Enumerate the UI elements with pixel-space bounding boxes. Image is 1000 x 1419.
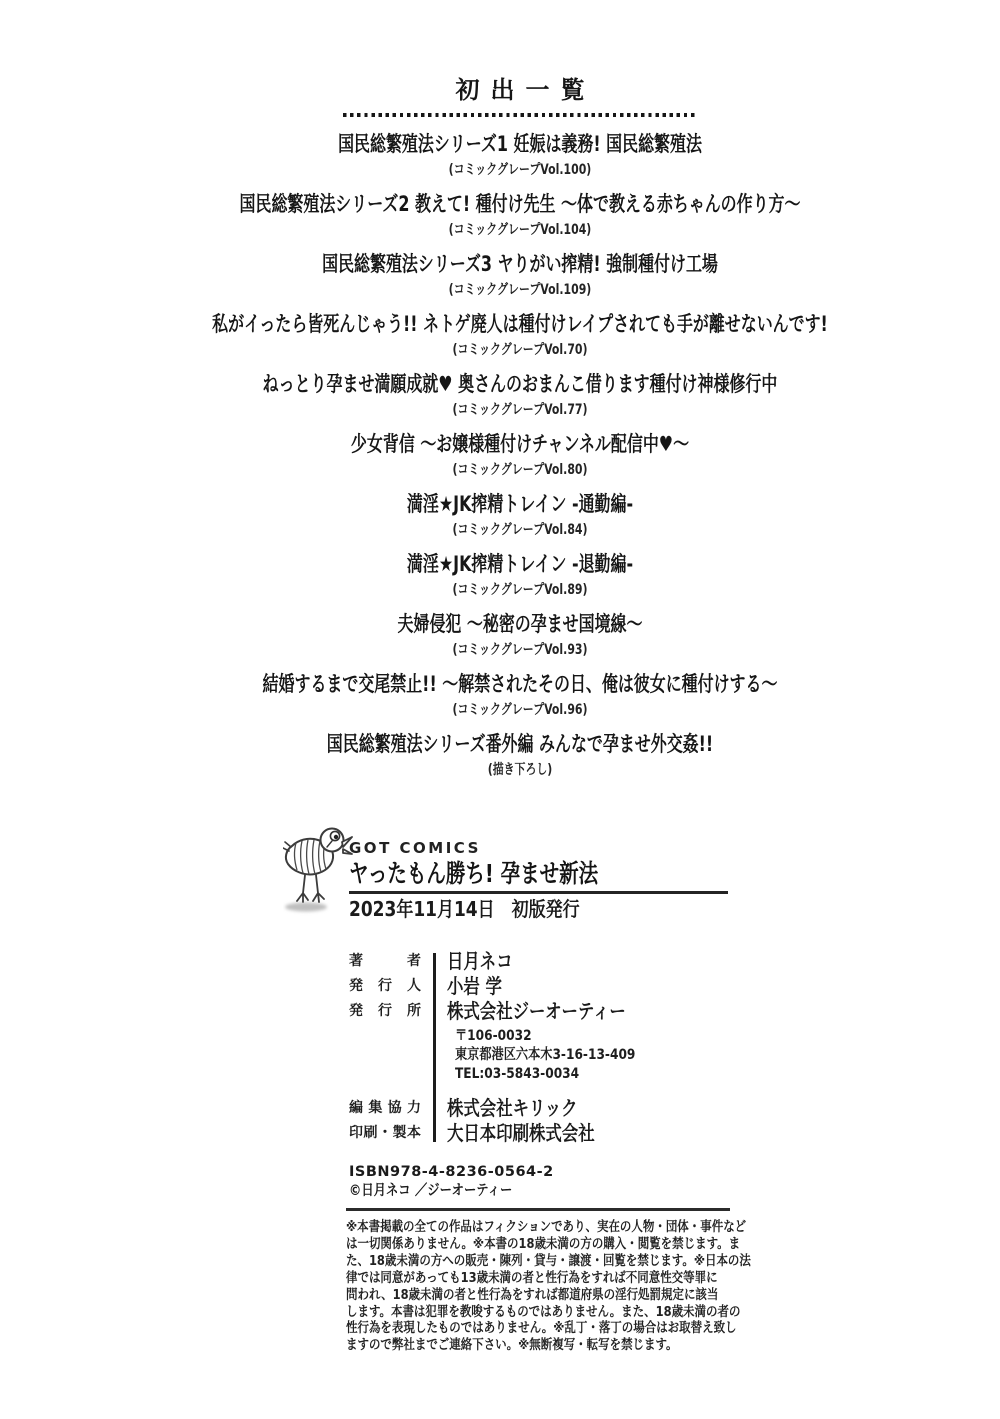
disclaimer-line: ますので弊社までご連絡下さい。※無断複写・転写を禁じます。 [346,1337,678,1354]
credit-label: 編 集 協 力 [349,1100,421,1116]
imprint-brand: GOT COMICS [349,839,481,857]
publication-entry [20,671,1000,719]
edition-date: 2023年11月14日 初版発行 [349,897,580,921]
credit-row-editing [349,1096,763,1121]
disclaimer-line: 律では同意があっても13歳未満の者と性行為をすれば不同意性交等罪に [346,1269,718,1286]
publication-entry [20,311,1000,359]
work-title: 国民総繁殖法シリーズ番外編 みんなで孕ませ外交姦!! [326,732,714,756]
publication-entry [20,431,1000,479]
dotted-divider [343,113,697,117]
colophon-block [283,820,763,1354]
publication-source: (コミックグレープVol.77) [452,402,588,418]
copyright-notice: ©日月ネコ ／ジーオーティー [349,1183,513,1199]
disclaimer-line: します。本書は犯罪を教唆するものではありません。また、18歳未満の者の [346,1303,741,1320]
credit-row-publisher-company [349,999,763,1024]
publication-source: (コミックグレープVol.80) [452,462,588,478]
publication-entry [20,551,1000,599]
publication-entry [20,191,1000,239]
disclaimer-divider [346,1208,730,1211]
publication-entries [20,131,1000,779]
work-title: ねっとり孕ませ満願成就♥ 奥さんのおまんこ借ります種付け神様修行中 [262,372,778,396]
publication-source: (コミックグレープVol.84) [452,522,588,538]
isbn-block [349,1163,763,1201]
disclaimer-line: ※本書掲載の全ての作品はフィクションであり、実在の人物・団体・事件など [346,1219,747,1235]
credit-value: 株式会社キリック [447,1096,578,1120]
disclaimer-line: 性行為を表現したものではありません。※乱丁・落丁の場合はお取替え致し [346,1320,737,1337]
publication-source: (描き下ろし) [487,762,553,778]
phone-number: TEL:03-5843-0034 [455,1066,580,1082]
isbn-number: ISBN978-4-8236-0564-2 [349,1164,554,1180]
publication-source: (コミックグレープVol.104) [448,222,592,238]
work-title: 満淫★JK搾精トレイン -退勤編- [406,552,634,576]
publication-source: (コミックグレープVol.70) [452,342,588,358]
publication-source: (コミックグレープVol.89) [452,582,588,598]
publication-entry [20,611,1000,659]
publication-source: (コミックグレープVol.96) [452,702,588,718]
credit-value: 日月ネコ [447,949,513,973]
publication-entry [20,371,1000,419]
credit-label: 発 行 所 [349,1003,421,1019]
credit-row-printing [349,1121,763,1146]
credit-row-author [349,949,763,974]
publication-source: (コミックグレープVol.93) [452,642,588,658]
street-address: 東京都港区六本木3-16-13-409 [455,1047,636,1063]
bird-doodle-logo-icon [283,820,353,916]
publisher-address-row [349,1024,763,1096]
legal-disclaimer [346,1219,763,1354]
list-heading: 初出一覧 [455,76,596,104]
work-title: 夫婦侵犯 ～秘密の孕ませ国境線～ [397,612,643,636]
publication-source: (コミックグレープVol.100) [448,162,592,178]
work-title: 私がイったら皆死んじゃう!! ネトゲ廃人は種付けレイプされても手が離せないんです! [212,312,828,336]
title-rule [349,891,728,894]
credit-row-publisher-person [349,974,763,999]
disclaimer-line: 問われ、18歳未満の者と性行為をすれば都道府県の淫行処罰規定に該当 [346,1286,719,1303]
credit-label-empty [349,1024,421,1096]
work-title: 結婚するまで交尾禁止!! ～解禁されたその日、俺は彼女に種付けする～ [262,672,778,696]
credit-label: 著 者 [349,953,421,969]
first-publication-list [20,76,1000,791]
book-title: ヤったもん勝ち! 孕ませ新法 [349,859,599,888]
credits-table [349,949,763,1146]
publication-source: (コミックグレープVol.109) [448,282,592,298]
publication-entry [20,251,1000,299]
publication-entry [20,491,1000,539]
publication-entry [20,731,1000,779]
disclaimer-line: た、18歳未満の方への販売・陳列・貸与・譲渡・回覧を禁じます。※日本の法 [346,1252,751,1269]
publication-entry [20,131,1000,179]
credit-value: 小岩 学 [447,974,502,998]
credit-value: 株式会社ジーオーティー [447,999,626,1023]
credit-label: 印 刷 ・ 製 本 [349,1125,421,1141]
work-title: 国民総繁殖法シリーズ1 妊娠は義務! 国民総繁殖法 [338,132,702,156]
work-title: 国民総繁殖法シリーズ3 ヤりがい搾精! 強制種付け工場 [322,252,718,276]
work-title: 少女背信 ～お嬢様種付けチャンネル配信中♥～ [350,432,690,456]
credit-value: 大日本印刷株式会社 [447,1121,595,1145]
credits-divider-line [433,953,436,1142]
publisher-address [421,1024,670,1096]
credit-label: 発 行 人 [349,978,421,994]
work-title: 満淫★JK搾精トレイン -通勤編- [406,492,634,516]
disclaimer-line: は一切関係ありません。※本書の18歳未満の方の購入・閲覧を禁じます。ま [346,1235,741,1252]
work-title: 国民総繁殖法シリーズ2 教えて! 種付け先生 ～体で教える赤ちゃんの作り方～ [239,192,801,216]
postal-code: 〒106-0032 [455,1028,532,1044]
